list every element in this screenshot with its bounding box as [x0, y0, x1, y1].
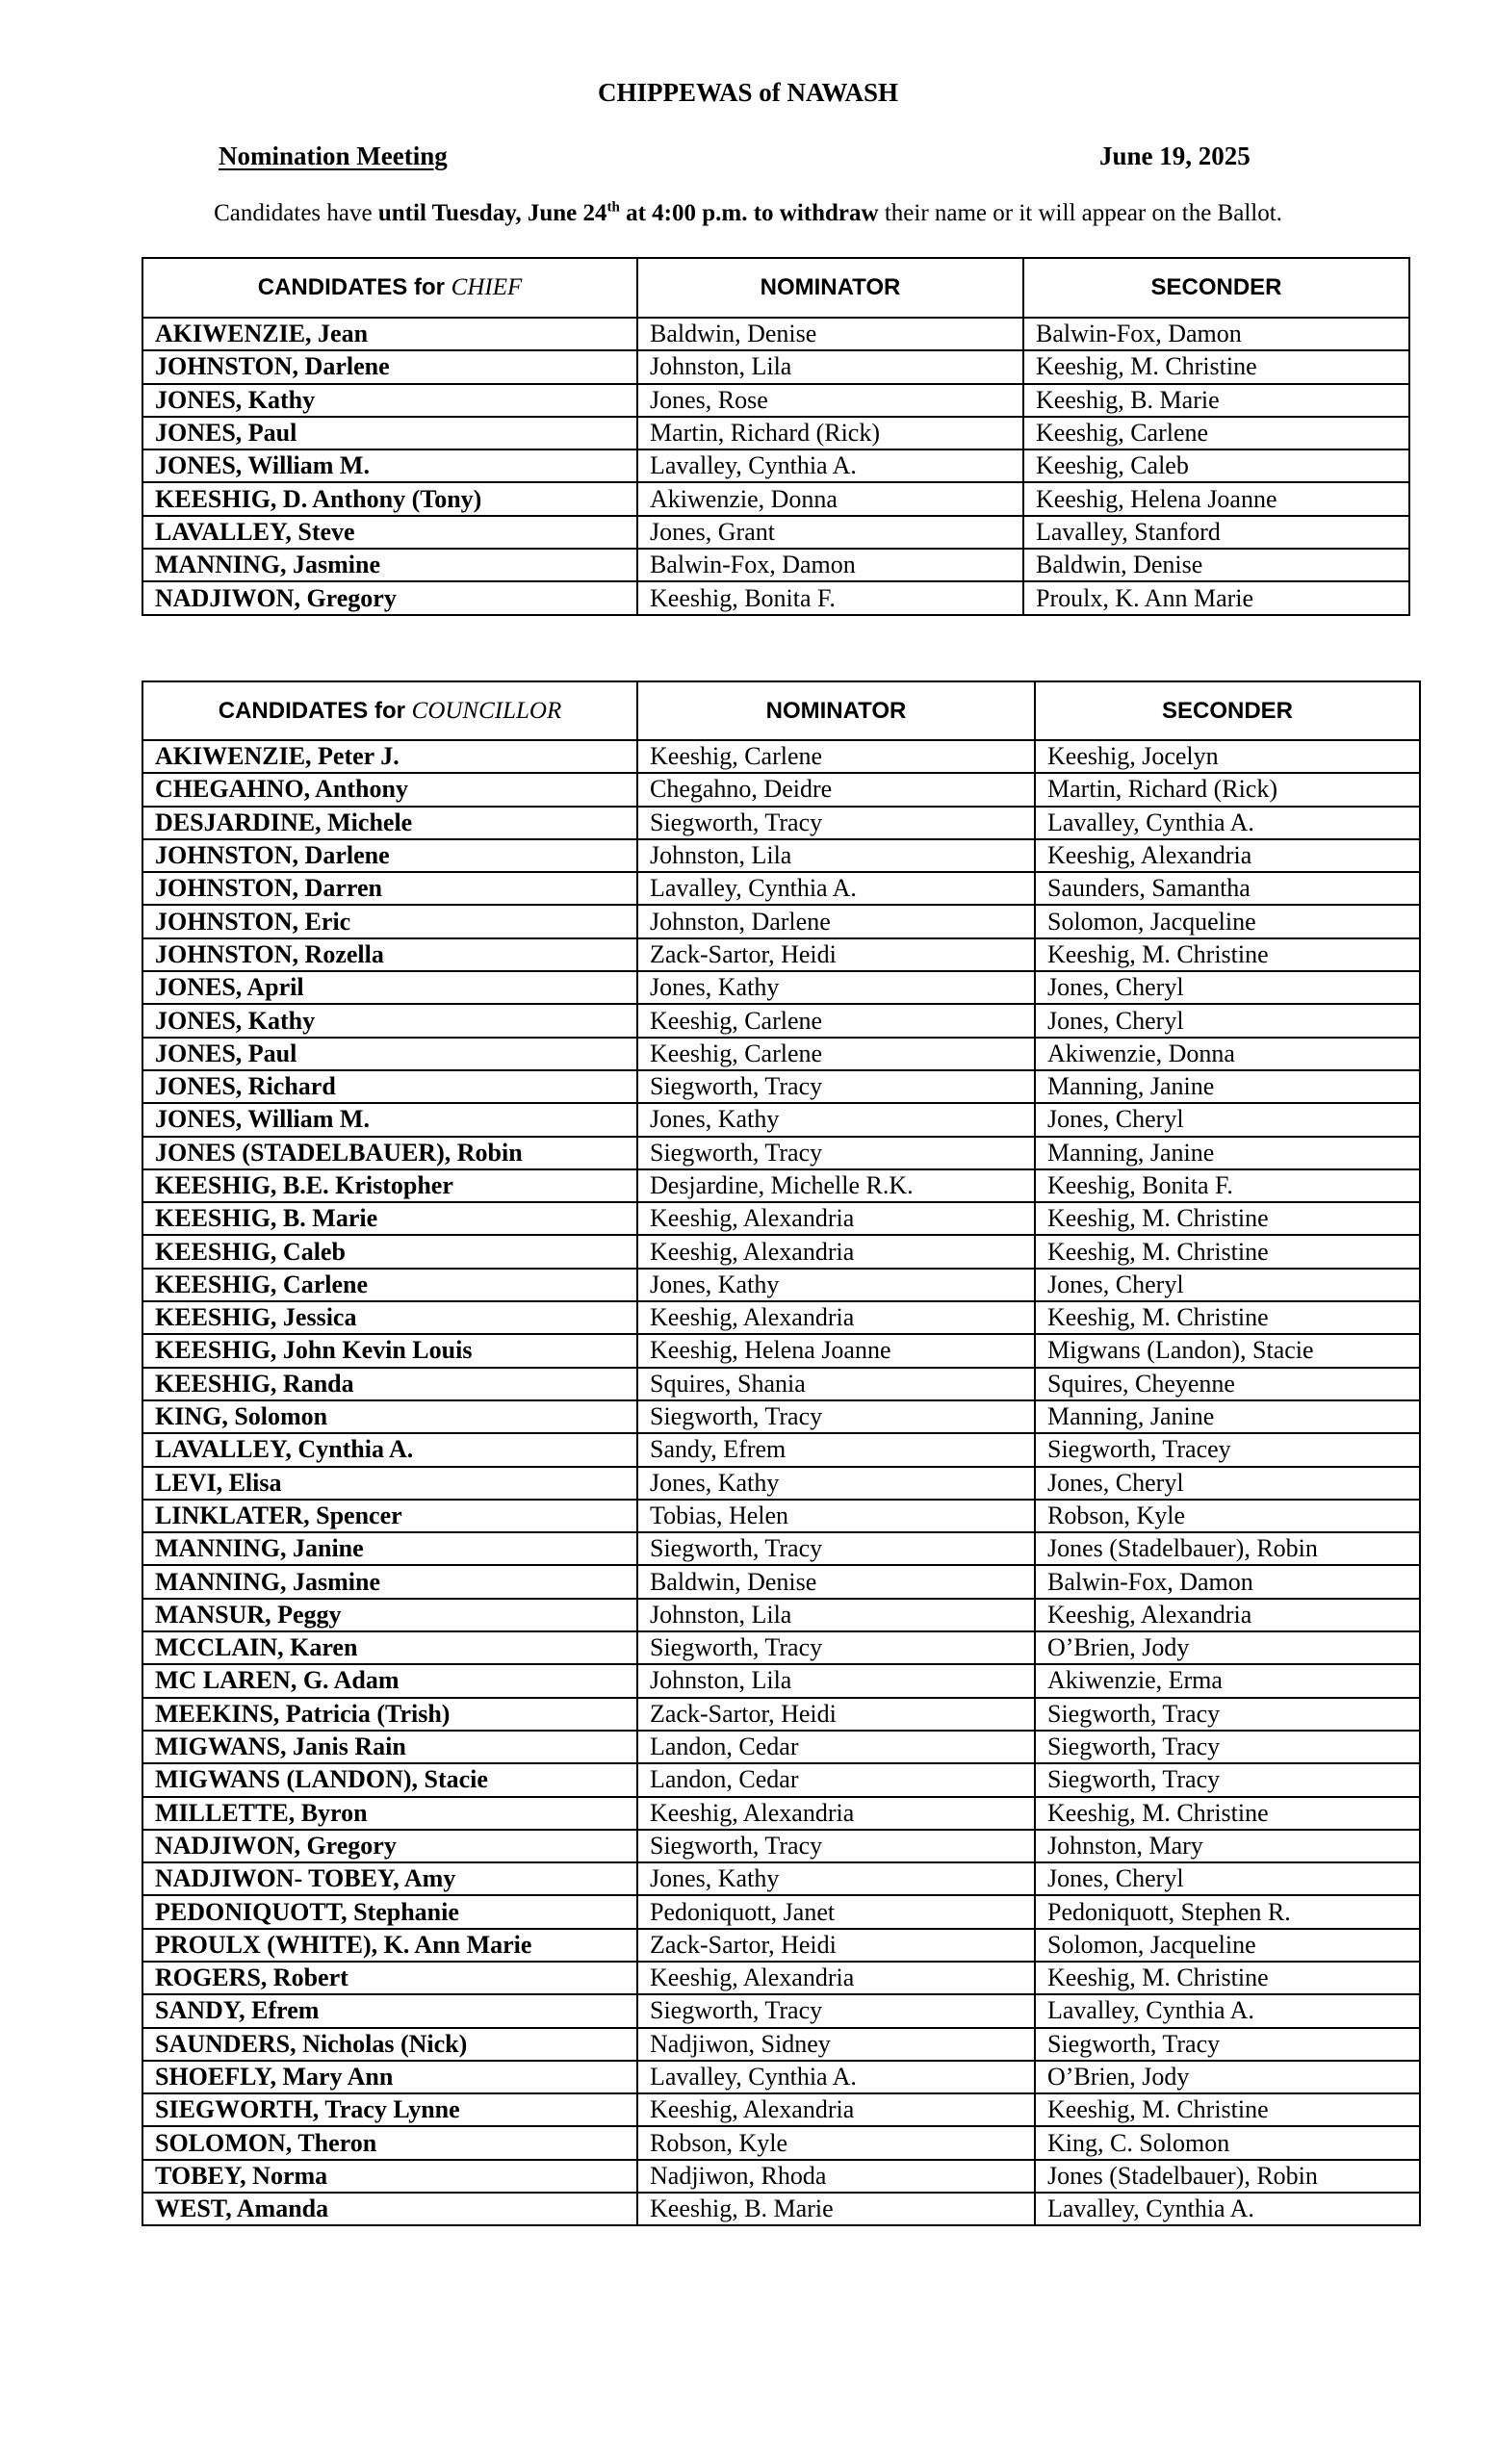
seconder-cell: Jones, Cheryl [1035, 1862, 1420, 1895]
candidate-cell: JOHNSTON, Darren [142, 872, 637, 905]
nominator-cell: Zack-Sartor, Heidi [637, 1698, 1035, 1731]
table-row [142, 971, 1420, 1004]
document-title: CHIPPEWAS of NAWASH [597, 78, 899, 107]
table-row [142, 1301, 1420, 1334]
table-row [142, 1830, 1420, 1862]
nominator-cell: Lavalley, Cynthia A. [637, 872, 1035, 905]
candidate-cell: AKIWENZIE, Jean [142, 318, 637, 350]
nominator-cell: Keeshig, Alexandria [637, 1962, 1035, 1994]
candidate-cell: SOLOMON, Theron [142, 2126, 637, 2159]
candidate-cell: SANDY, Efrem [142, 1994, 637, 2027]
table-row [142, 938, 1420, 971]
table-header-row [142, 681, 1420, 740]
nominator-cell: Baldwin, Denise [637, 1565, 1035, 1598]
table-row [142, 1400, 1420, 1433]
candidate-cell: MIGWANS (LANDON), Stacie [142, 1763, 637, 1796]
candidate-cell: JOHNSTON, Rozella [142, 938, 637, 971]
nominator-cell: Jones, Kathy [637, 1467, 1035, 1500]
seconder-cell: Keeshig, Alexandria [1035, 839, 1420, 872]
seconder-cell: Lavalley, Cynthia A. [1035, 1994, 1420, 2027]
table-row [142, 1698, 1420, 1731]
table-row [142, 1433, 1420, 1466]
table-row [142, 1962, 1420, 1994]
nominator-cell: Johnston, Darlene [637, 905, 1035, 937]
table-row [142, 2061, 1420, 2093]
candidate-cell: MANNING, Janine [142, 1532, 637, 1565]
column-header-prefix: CANDIDATES for [218, 697, 412, 724]
nominator-cell: Siegworth, Tracy [637, 1830, 1035, 1862]
seconder-cell: Keeshig, M. Christine [1035, 1202, 1420, 1235]
nominator-cell: Zack-Sartor, Heidi [637, 938, 1035, 971]
candidate-cell: KING, Solomon [142, 1400, 637, 1433]
table-row [142, 1334, 1420, 1367]
candidate-cell: SAUNDERS, Nicholas (Nick) [142, 2028, 637, 2061]
seconder-cell: Keeshig, Jocelyn [1035, 740, 1420, 773]
table-row [142, 1532, 1420, 1565]
seconder-cell: Keeshig, B. Marie [1023, 384, 1409, 417]
nominator-cell: Keeshig, Bonita F. [637, 581, 1023, 614]
nominator-cell: Keeshig, Alexandria [637, 1797, 1035, 1830]
nominator-cell: Keeshig, Carlene [637, 1004, 1035, 1037]
table-row [142, 482, 1409, 515]
table-row [142, 1269, 1420, 1301]
table-row [142, 417, 1409, 449]
candidate-cell: MEEKINS, Patricia (Trish) [142, 1698, 637, 1731]
table-row [142, 1070, 1420, 1103]
table-row [142, 516, 1409, 549]
seconder-cell: Jones (Stadelbauer), Robin [1035, 2160, 1420, 2193]
seconder-cell: Balwin-Fox, Damon [1023, 318, 1409, 350]
notice-text: Candidates have [214, 200, 378, 226]
seconder-cell: Balwin-Fox, Damon [1035, 1565, 1420, 1598]
seconder-cell: O’Brien, Jody [1035, 2061, 1420, 2093]
table-row [142, 1797, 1420, 1830]
table-row [142, 1500, 1420, 1532]
table-row [142, 1895, 1420, 1928]
candidate-cell: MCCLAIN, Karen [142, 1631, 637, 1664]
column-header-candidates [142, 258, 637, 318]
candidate-cell: KEESHIG, Randa [142, 1368, 637, 1400]
councillor-candidates-table [142, 680, 1421, 2226]
candidate-cell: JONES, Paul [142, 1038, 637, 1070]
seconder-cell: Keeshig, Caleb [1023, 449, 1409, 482]
nominator-cell: Squires, Shania [637, 1368, 1035, 1400]
table-row [142, 872, 1420, 905]
seconder-cell: Jones, Cheryl [1035, 1103, 1420, 1136]
nominator-cell: Keeshig, Alexandria [637, 1202, 1035, 1235]
seconder-cell: Baldwin, Denise [1023, 549, 1409, 581]
table-row [142, 318, 1409, 350]
nominator-cell: Johnston, Lila [637, 839, 1035, 872]
table-row [142, 807, 1420, 839]
table-row [142, 2093, 1420, 2126]
nominator-cell: Landon, Cedar [637, 1731, 1035, 1763]
candidate-cell: CHEGAHNO, Anthony [142, 773, 637, 806]
nominator-cell: Martin, Richard (Rick) [637, 417, 1023, 449]
candidate-cell: JONES, Kathy [142, 1004, 637, 1037]
table-row [142, 1169, 1420, 1202]
table-row [142, 1103, 1420, 1136]
nominator-cell: Keeshig, Alexandria [637, 2093, 1035, 2126]
candidate-cell: WEST, Amanda [142, 2193, 637, 2225]
seconder-cell: Jones, Cheryl [1035, 1269, 1420, 1301]
seconder-cell: Keeshig, Helena Joanne [1023, 482, 1409, 515]
seconder-cell: Keeshig, M. Christine [1035, 1962, 1420, 1994]
candidate-cell: JONES, William M. [142, 449, 637, 482]
nominator-cell: Lavalley, Cynthia A. [637, 2061, 1035, 2093]
nominator-cell: Jones, Grant [637, 516, 1023, 549]
column-header-role: COUNCILLOR [411, 697, 562, 724]
candidate-cell: LAVALLEY, Steve [142, 516, 637, 549]
nominator-cell: Zack-Sartor, Heidi [637, 1929, 1035, 1962]
nominator-cell: Nadjiwon, Sidney [637, 2028, 1035, 2061]
table-row [142, 1862, 1420, 1895]
table-row [142, 1565, 1420, 1598]
notice-ordinal: th [606, 199, 620, 216]
table-row [142, 549, 1409, 581]
candidate-cell: JONES, Richard [142, 1070, 637, 1103]
nominator-cell: Siegworth, Tracy [637, 1994, 1035, 2027]
table-row [142, 1599, 1420, 1631]
nominator-cell: Jones, Kathy [637, 1862, 1035, 1895]
table-row [142, 839, 1420, 872]
seconder-cell: Akiwenzie, Donna [1035, 1038, 1420, 1070]
nominator-cell: Siegworth, Tracy [637, 807, 1035, 839]
candidate-cell: MILLETTE, Byron [142, 1797, 637, 1830]
table-row [142, 581, 1409, 614]
seconder-cell: Siegworth, Tracy [1035, 1731, 1420, 1763]
seconder-cell: Siegworth, Tracey [1035, 1433, 1420, 1466]
candidate-cell: SHOEFLY, Mary Ann [142, 2061, 637, 2093]
nominator-cell: Sandy, Efrem [637, 1433, 1035, 1466]
table-row [142, 1763, 1420, 1796]
candidate-cell: LAVALLEY, Cynthia A. [142, 1433, 637, 1466]
nominator-cell: Jones, Rose [637, 384, 1023, 417]
table-row [142, 1731, 1420, 1763]
seconder-cell: Jones (Stadelbauer), Robin [1035, 1532, 1420, 1565]
candidate-cell: SIEGWORTH, Tracy Lynne [142, 2093, 637, 2126]
nominator-cell: Siegworth, Tracy [637, 1400, 1035, 1433]
nominator-cell: Johnston, Lila [637, 350, 1023, 383]
candidate-cell: KEESHIG, B.E. Kristopher [142, 1169, 637, 1202]
nominator-cell: Siegworth, Tracy [637, 1070, 1035, 1103]
seconder-cell: Jones, Cheryl [1035, 971, 1420, 1004]
table-row [142, 1368, 1420, 1400]
column-header-role: CHIEF [451, 274, 523, 300]
column-header-candidates [142, 681, 637, 740]
seconder-cell: Robson, Kyle [1035, 1500, 1420, 1532]
nominator-cell: Landon, Cedar [637, 1763, 1035, 1796]
seconder-cell: Akiwenzie, Erma [1035, 1664, 1420, 1697]
candidate-cell: JONES (STADELBAUER), Robin [142, 1137, 637, 1169]
seconder-cell: Keeshig, M. Christine [1035, 1797, 1420, 1830]
candidate-cell: JONES, Kathy [142, 384, 637, 417]
table-row [142, 905, 1420, 937]
candidate-cell: MANNING, Jasmine [142, 1565, 637, 1598]
nominator-cell: Keeshig, Alexandria [637, 1235, 1035, 1268]
seconder-cell: Keeshig, M. Christine [1035, 938, 1420, 971]
table-row [142, 2126, 1420, 2159]
table-row [142, 1235, 1420, 1268]
seconder-cell: King, C. Solomon [1035, 2126, 1420, 2159]
seconder-cell: Johnston, Mary [1035, 1830, 1420, 1862]
candidate-cell: KEESHIG, Carlene [142, 1269, 637, 1301]
nominator-cell: Nadjiwon, Rhoda [637, 2160, 1035, 2193]
table-row [142, 773, 1420, 806]
table-row [142, 350, 1409, 383]
notice-deadline: until Tuesday, June 24 [377, 200, 607, 226]
nominator-cell: Robson, Kyle [637, 2126, 1035, 2159]
nominator-cell: Johnston, Lila [637, 1664, 1035, 1697]
seconder-cell: Keeshig, Bonita F. [1035, 1169, 1420, 1202]
candidate-cell: LINKLATER, Spencer [142, 1500, 637, 1532]
nominator-cell: Keeshig, Carlene [637, 1038, 1035, 1070]
seconder-cell: Siegworth, Tracy [1035, 1698, 1420, 1731]
column-header-seconder: SECONDER [1035, 681, 1420, 740]
column-header-prefix: CANDIDATES for [257, 274, 451, 300]
table-row [142, 384, 1409, 417]
column-header-nominator: NOMINATOR [637, 681, 1035, 740]
nominator-cell: Siegworth, Tracy [637, 1137, 1035, 1169]
candidate-cell: ROGERS, Robert [142, 1962, 637, 1994]
nominator-cell: Jones, Kathy [637, 971, 1035, 1004]
candidate-cell: PEDONIQUOTT, Stephanie [142, 1895, 637, 1928]
seconder-cell: Keeshig, M. Christine [1035, 1301, 1420, 1334]
nominator-cell: Pedoniquott, Janet [637, 1895, 1035, 1928]
seconder-cell: Solomon, Jacqueline [1035, 1929, 1420, 1962]
seconder-cell: Manning, Janine [1035, 1137, 1420, 1169]
seconder-cell: Lavalley, Cynthia A. [1035, 807, 1420, 839]
candidate-cell: MANSUR, Peggy [142, 1599, 637, 1631]
table-row [142, 1929, 1420, 1962]
candidate-cell: LEVI, Elisa [142, 1467, 637, 1500]
candidate-cell: NADJIWON, Gregory [142, 581, 637, 614]
nominator-cell: Keeshig, Alexandria [637, 1301, 1035, 1334]
candidate-cell: JONES, April [142, 971, 637, 1004]
nominator-cell: Lavalley, Cynthia A. [637, 449, 1023, 482]
seconder-cell: O’Brien, Jody [1035, 1631, 1420, 1664]
candidate-cell: KEESHIG, B. Marie [142, 1202, 637, 1235]
candidate-cell: KEESHIG, D. Anthony (Tony) [142, 482, 637, 515]
candidate-cell: DESJARDINE, Michele [142, 807, 637, 839]
candidate-cell: NADJIWON, Gregory [142, 1830, 637, 1862]
table-row [142, 449, 1409, 482]
candidate-cell: KEESHIG, Caleb [142, 1235, 637, 1268]
seconder-cell: Proulx, K. Ann Marie [1023, 581, 1409, 614]
column-header-nominator: NOMINATOR [637, 258, 1023, 318]
candidate-cell: JOHNSTON, Darlene [142, 839, 637, 872]
candidate-cell: KEESHIG, Jessica [142, 1301, 637, 1334]
table-row [142, 1202, 1420, 1235]
nominator-cell: Keeshig, Helena Joanne [637, 1334, 1035, 1367]
seconder-cell: Keeshig, M. Christine [1035, 2093, 1420, 2126]
table-row [142, 2028, 1420, 2061]
table-row [142, 1631, 1420, 1664]
candidate-cell: JONES, William M. [142, 1103, 637, 1136]
nominator-cell: Jones, Kathy [637, 1103, 1035, 1136]
seconder-cell: Jones, Cheryl [1035, 1467, 1420, 1500]
table-row [142, 2160, 1420, 2193]
chief-candidates-table [142, 257, 1410, 616]
seconder-cell: Saunders, Samantha [1035, 872, 1420, 905]
nominator-cell: Siegworth, Tracy [637, 1631, 1035, 1664]
nominator-cell: Chegahno, Deidre [637, 773, 1035, 806]
seconder-cell: Manning, Janine [1035, 1070, 1420, 1103]
seconder-cell: Lavalley, Stanford [1023, 516, 1409, 549]
column-header-seconder: SECONDER [1023, 258, 1409, 318]
candidate-cell: PROULX (WHITE), K. Ann Marie [142, 1929, 637, 1962]
nominator-cell: Jones, Kathy [637, 1269, 1035, 1301]
seconder-cell: Manning, Janine [1035, 1400, 1420, 1433]
seconder-cell: Lavalley, Cynthia A. [1035, 2193, 1420, 2225]
seconder-cell: Migwans (Landon), Stacie [1035, 1334, 1420, 1367]
notice-text-end: their name or it will appear on the Ballot. [878, 200, 1282, 226]
candidate-cell: JOHNSTON, Darlene [142, 350, 637, 383]
meeting-date: June 19, 2025 [1099, 141, 1251, 170]
seconder-cell: Siegworth, Tracy [1035, 1763, 1420, 1796]
seconder-cell: Jones, Cheryl [1035, 1004, 1420, 1037]
candidate-cell: TOBEY, Norma [142, 2160, 637, 2193]
table-row [142, 1137, 1420, 1169]
nominator-cell: Siegworth, Tracy [637, 1532, 1035, 1565]
nominator-cell: Johnston, Lila [637, 1599, 1035, 1631]
table-row [142, 1664, 1420, 1697]
table-row [142, 1994, 1420, 2027]
seconder-cell: Keeshig, Carlene [1023, 417, 1409, 449]
nominator-cell: Desjardine, Michelle R.K. [637, 1169, 1035, 1202]
table-row [142, 1004, 1420, 1037]
candidate-cell: NADJIWON- TOBEY, Amy [142, 1862, 637, 1895]
table-row [142, 1038, 1420, 1070]
table-row [142, 1467, 1420, 1500]
withdrawal-notice [0, 198, 1496, 229]
seconder-cell: Keeshig, Alexandria [1035, 1599, 1420, 1631]
nominator-cell: Tobias, Helen [637, 1500, 1035, 1532]
nominator-cell: Akiwenzie, Donna [637, 482, 1023, 515]
nominator-cell: Keeshig, Carlene [637, 740, 1035, 773]
candidate-cell: KEESHIG, John Kevin Louis [142, 1334, 637, 1367]
table-row [142, 2193, 1420, 2225]
candidate-cell: MC LAREN, G. Adam [142, 1664, 637, 1697]
meeting-heading: Nomination Meeting [219, 141, 448, 170]
seconder-cell: Pedoniquott, Stephen R. [1035, 1895, 1420, 1928]
seconder-cell: Squires, Cheyenne [1035, 1368, 1420, 1400]
nominator-cell: Balwin-Fox, Damon [637, 549, 1023, 581]
table-header-row [142, 258, 1409, 318]
candidate-cell: MANNING, Jasmine [142, 549, 637, 581]
candidate-cell: JOHNSTON, Eric [142, 905, 637, 937]
seconder-cell: Keeshig, M. Christine [1035, 1235, 1420, 1268]
seconder-cell: Siegworth, Tracy [1035, 2028, 1420, 2061]
nominator-cell: Baldwin, Denise [637, 318, 1023, 350]
candidate-cell: AKIWENZIE, Peter J. [142, 740, 637, 773]
notice-deadline-time: at 4:00 p.m. to withdraw [619, 200, 879, 226]
seconder-cell: Keeshig, M. Christine [1023, 350, 1409, 383]
seconder-cell: Martin, Richard (Rick) [1035, 773, 1420, 806]
table-row [142, 740, 1420, 773]
candidate-cell: MIGWANS, Janis Rain [142, 1731, 637, 1763]
candidate-cell: JONES, Paul [142, 417, 637, 449]
seconder-cell: Solomon, Jacqueline [1035, 905, 1420, 937]
nominator-cell: Keeshig, B. Marie [637, 2193, 1035, 2225]
